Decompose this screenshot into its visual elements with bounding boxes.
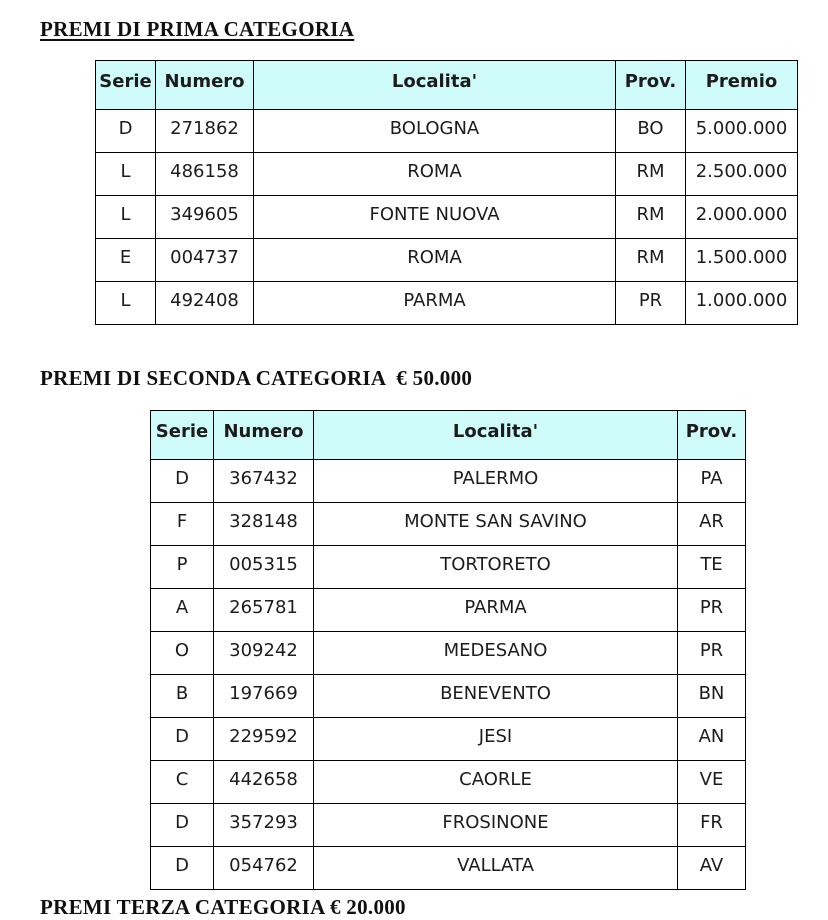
table-row (96, 196, 798, 239)
table-row (151, 761, 746, 804)
cell-serie: D (151, 460, 214, 503)
cell-localita: ROMA (254, 153, 616, 196)
header-row (151, 411, 746, 460)
column-header-premio: Premio (686, 61, 798, 110)
table-row (96, 153, 798, 196)
column-header-numero: Numero (214, 411, 314, 460)
column-header-serie: Serie (151, 411, 214, 460)
cell-prov: RM (616, 153, 686, 196)
cell-numero: 004737 (156, 239, 254, 282)
cell-serie: D (96, 110, 156, 153)
cell-serie: L (96, 196, 156, 239)
cell-prov: VE (678, 761, 746, 804)
cell-localita: ROMA (254, 239, 616, 282)
cell-prov: PR (678, 589, 746, 632)
cell-serie: D (151, 804, 214, 847)
cell-serie: C (151, 761, 214, 804)
cell-prov: RM (616, 239, 686, 282)
cell-premio: 5.000.000 (686, 110, 798, 153)
cell-serie: E (96, 239, 156, 282)
cell-prov: TE (678, 546, 746, 589)
cell-premio: 1.000.000 (686, 282, 798, 325)
table-row (151, 632, 746, 675)
column-header-prov: Prov. (678, 411, 746, 460)
column-header-localita: Localita' (254, 61, 616, 110)
cell-prov: AN (678, 718, 746, 761)
table-row (151, 589, 746, 632)
cell-numero: 271862 (156, 110, 254, 153)
cell-numero: 349605 (156, 196, 254, 239)
column-header-numero: Numero (156, 61, 254, 110)
header-row (96, 61, 798, 110)
cell-prov: AR (678, 503, 746, 546)
cell-prov: BO (616, 110, 686, 153)
section-title-terza-categoria: PREMI TERZA CATEGORIA € 20.000 (40, 895, 406, 919)
cell-prov: RM (616, 196, 686, 239)
cell-prov: PR (616, 282, 686, 325)
section-title-prima-categoria: PREMI DI PRIMA CATEGORIA (40, 17, 355, 41)
cell-localita: PARMA (314, 589, 678, 632)
table-row (151, 718, 746, 761)
cell-localita: FONTE NUOVA (254, 196, 616, 239)
table-row (151, 675, 746, 718)
table-row (96, 110, 798, 153)
cell-localita: CAORLE (314, 761, 678, 804)
cell-serie: P (151, 546, 214, 589)
cell-prov: PA (678, 460, 746, 503)
cell-prov: BN (678, 675, 746, 718)
cell-numero: 054762 (214, 847, 314, 890)
cell-prov: FR (678, 804, 746, 847)
table-row (151, 804, 746, 847)
cell-localita: BENEVENTO (314, 675, 678, 718)
cell-localita: MONTE SAN SAVINO (314, 503, 678, 546)
cell-serie: L (96, 153, 156, 196)
section-title-seconda-categoria: PREMI DI SECONDA CATEGORIA € 50.000 (40, 366, 473, 390)
cell-numero: 367432 (214, 460, 314, 503)
column-header-prov: Prov. (616, 61, 686, 110)
table-row (151, 503, 746, 546)
cell-premio: 2.500.000 (686, 153, 798, 196)
cell-numero: 486158 (156, 153, 254, 196)
cell-numero: 492408 (156, 282, 254, 325)
cell-serie: D (151, 847, 214, 890)
cell-localita: VALLATA (314, 847, 678, 890)
cell-numero: 357293 (214, 804, 314, 847)
table-row (151, 546, 746, 589)
cell-prov: AV (678, 847, 746, 890)
cell-premio: 1.500.000 (686, 239, 798, 282)
column-header-localita: Localita' (314, 411, 678, 460)
cell-prov: PR (678, 632, 746, 675)
cell-serie: O (151, 632, 214, 675)
table-row (96, 239, 798, 282)
prima-categoria-table (95, 60, 798, 325)
seconda-categoria-table (150, 410, 746, 890)
cell-serie: A (151, 589, 214, 632)
cell-numero: 328148 (214, 503, 314, 546)
cell-localita: JESI (314, 718, 678, 761)
cell-localita: PALERMO (314, 460, 678, 503)
table-row (151, 460, 746, 503)
cell-serie: F (151, 503, 214, 546)
table-row (151, 847, 746, 890)
cell-localita: PARMA (254, 282, 616, 325)
column-header-serie: Serie (96, 61, 156, 110)
table-row (96, 282, 798, 325)
cell-serie: D (151, 718, 214, 761)
cell-serie: B (151, 675, 214, 718)
cell-localita: FROSINONE (314, 804, 678, 847)
cell-localita: TORTORETO (314, 546, 678, 589)
cell-numero: 197669 (214, 675, 314, 718)
cell-numero: 309242 (214, 632, 314, 675)
cell-serie: L (96, 282, 156, 325)
cell-numero: 229592 (214, 718, 314, 761)
cell-numero: 265781 (214, 589, 314, 632)
cell-localita: MEDESANO (314, 632, 678, 675)
cell-premio: 2.000.000 (686, 196, 798, 239)
cell-localita: BOLOGNA (254, 110, 616, 153)
cell-numero: 442658 (214, 761, 314, 804)
cell-numero: 005315 (214, 546, 314, 589)
